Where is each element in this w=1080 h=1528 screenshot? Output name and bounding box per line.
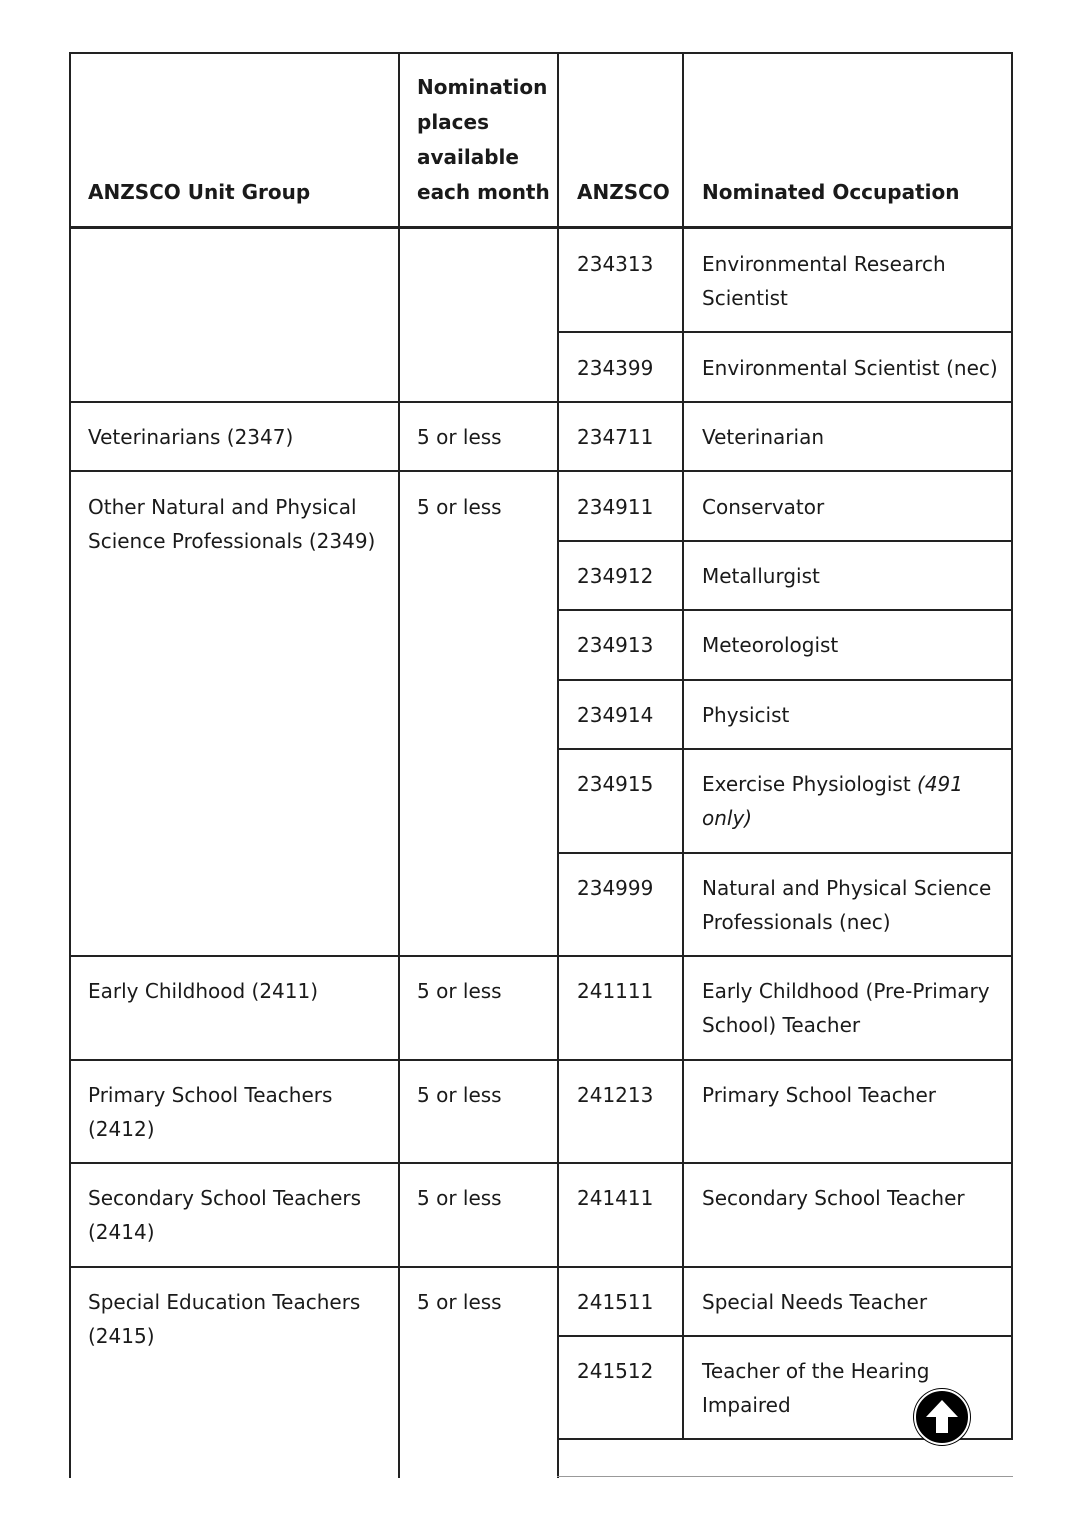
header-nomination-places (417, 70, 550, 210)
places-cell: 5 or less (417, 425, 502, 449)
unit-group-line: Other Natural and Physical (88, 495, 357, 519)
header-nomination-line: available (417, 145, 519, 169)
header-nomination-line: places (417, 110, 489, 134)
occupation-cell: Environmental Scientist (nec) (702, 356, 998, 380)
occupation-cell: Conservator (702, 495, 825, 519)
occupation-note: only) (702, 806, 753, 830)
header-nomination-line: Nomination (417, 75, 548, 99)
column-divider-1 (398, 52, 400, 1478)
unit-group-cell (88, 490, 375, 558)
occupation-line (702, 767, 963, 801)
occupation-cell (702, 974, 990, 1042)
occupation-note: (491 (917, 772, 964, 796)
header-occupation: Nominated Occupation (702, 180, 960, 204)
occupation-line: Impaired (702, 1393, 791, 1417)
row-divider (69, 401, 1013, 403)
unit-group-line: (2412) (88, 1117, 155, 1141)
row-divider (557, 1335, 1013, 1337)
row-divider (557, 852, 1013, 854)
row-divider (69, 1162, 1013, 1164)
unit-group-line: Special Education Teachers (88, 1290, 361, 1314)
places-cell: 5 or less (417, 1186, 502, 1210)
anzsco-code: 241411 (577, 1186, 654, 1210)
anzsco-code: 241111 (577, 979, 654, 1003)
occupation-line: Early Childhood (Pre-Primary (702, 979, 990, 1003)
anzsco-code: 241512 (577, 1359, 654, 1383)
table-border-left (69, 52, 71, 1478)
row-divider (69, 1059, 1013, 1061)
anzsco-code: 234911 (577, 495, 654, 519)
row-divider (557, 748, 1013, 750)
occupation-cell: Primary School Teacher (702, 1083, 936, 1107)
occupation-cell: Metallurgist (702, 564, 820, 588)
header-unit-group: ANZSCO Unit Group (88, 180, 311, 204)
anzsco-code: 234915 (577, 772, 654, 796)
unit-group-line: (2414) (88, 1220, 155, 1244)
anzsco-code: 234711 (577, 425, 654, 449)
row-divider (557, 540, 1013, 542)
row-divider (69, 1266, 1013, 1268)
occupation-cell (702, 871, 991, 939)
column-divider-2 (557, 52, 559, 1478)
places-cell: 5 or less (417, 1290, 502, 1314)
occupation-cell: Special Needs Teacher (702, 1290, 928, 1314)
row-divider (557, 679, 1013, 681)
places-cell: 5 or less (417, 979, 502, 1003)
table-border-right (1011, 52, 1013, 1440)
unit-group-cell (88, 1181, 361, 1249)
anzsco-code: 241511 (577, 1290, 654, 1314)
occupation-line: Natural and Physical Science (702, 876, 992, 900)
anzsco-code: 234399 (577, 356, 654, 380)
occupation-cell (702, 767, 963, 835)
unit-group-cell: Early Childhood (2411) (88, 979, 319, 1003)
occupation-cell (702, 247, 946, 315)
occupation-line: Environmental Research (702, 252, 946, 276)
column-divider-3 (682, 52, 684, 1440)
anzsco-code: 234914 (577, 703, 654, 727)
occupation-text: Exercise Physiologist (702, 772, 911, 796)
occupation-line: Scientist (702, 286, 788, 310)
anzsco-code: 234913 (577, 633, 654, 657)
unit-group-line: Secondary School Teachers (88, 1186, 362, 1210)
table-border-top (69, 52, 1013, 54)
row-divider (557, 331, 1013, 333)
row-divider (557, 609, 1013, 611)
unit-group-line: Primary School Teachers (88, 1083, 333, 1107)
occupation-cell: Meteorologist (702, 633, 839, 657)
arrow-up-icon (913, 1388, 971, 1446)
scroll-to-top-button[interactable] (913, 1388, 971, 1446)
places-cell: 5 or less (417, 495, 502, 519)
anzsco-code: 234313 (577, 252, 654, 276)
unit-group-cell (88, 1078, 332, 1146)
header-bottom-rule (69, 226, 1013, 229)
occupation-line: School) Teacher (702, 1013, 861, 1037)
unit-group-cell (88, 1285, 360, 1353)
header-nomination-line: each month (417, 180, 550, 204)
anzsco-code: 241213 (577, 1083, 654, 1107)
header-anzsco: ANZSCO (577, 180, 670, 204)
occupation-line: Professionals (nec) (702, 910, 891, 934)
places-cell: 5 or less (417, 1083, 502, 1107)
occupation-cell: Veterinarian (702, 425, 825, 449)
occupation-line: Teacher of the Hearing (702, 1359, 930, 1383)
unit-group-cell: Veterinarians (2347) (88, 425, 294, 449)
row-divider (69, 470, 1013, 472)
occupation-cell (702, 1354, 930, 1422)
row-divider (69, 955, 1013, 957)
occupation-cell: Physicist (702, 703, 790, 727)
unit-group-line: Science Professionals (2349) (88, 529, 376, 553)
unit-group-line: (2415) (88, 1324, 155, 1348)
anzsco-code: 234999 (577, 876, 654, 900)
anzsco-code: 234912 (577, 564, 654, 588)
table-border-bottom-partial (557, 1476, 1013, 1477)
occupation-cell: Secondary School Teacher (702, 1186, 965, 1210)
